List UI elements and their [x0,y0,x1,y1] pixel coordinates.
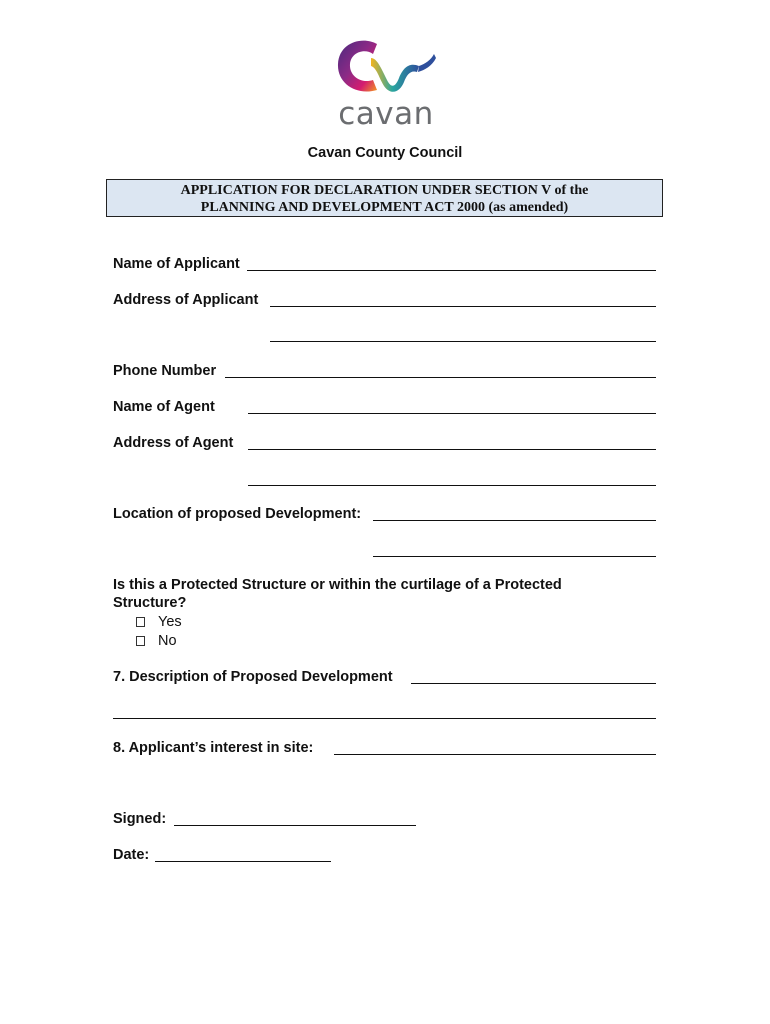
phone-number-label: Phone Number [113,363,217,379]
date-label: Date: [113,847,150,863]
location-line-1[interactable] [373,520,656,521]
description-line-2[interactable] [113,718,656,719]
no-label: No [158,633,177,649]
logo-v-tail [418,54,436,72]
name-of-applicant-label: Name of Applicant [113,256,240,272]
address-of-agent-line-2[interactable] [248,485,656,486]
address-of-agent-label: Address of Agent [113,435,234,451]
council-name: Cavan County Council [307,145,463,161]
name-of-agent-label: Name of Agent [113,399,215,415]
address-of-applicant-label: Address of Applicant [113,292,259,308]
phone-number-line[interactable] [225,377,656,378]
location-label: Location of proposed Development: [113,506,362,522]
logo-v-ribbon [371,58,419,92]
date-line[interactable] [155,861,331,862]
description-line-1[interactable] [411,683,656,684]
option-yes[interactable] [136,614,182,631]
form-title-box [106,179,663,217]
protected-structure-question-line1: Is this a Protected Structure or within the curtilage of a Protected [113,577,562,593]
name-of-agent-line[interactable] [248,413,656,414]
form-title-line2: PLANNING AND DEVELOPMENT ACT 2000 (as amended) [200,200,569,215]
signed-line[interactable] [174,825,416,826]
description-label: 7. Description of Proposed Development [113,669,393,685]
yes-checkbox[interactable] [136,617,145,627]
option-no[interactable] [136,633,177,650]
address-of-applicant-line-2[interactable] [270,341,656,342]
logo-c-shape [338,41,377,92]
logo-wordmark: cavan [338,96,434,132]
form-title-line1: APPLICATION FOR DECLARATION UNDER SECTION V of the [180,183,589,198]
cavan-logo-mark [333,38,439,98]
name-of-applicant-line[interactable] [247,270,656,271]
protected-structure-question-line2: Structure? [113,595,187,611]
no-checkbox[interactable] [136,636,145,646]
interest-line[interactable] [334,754,656,755]
address-of-agent-line-1[interactable] [248,449,656,450]
yes-label: Yes [158,614,182,630]
interest-label: 8. Applicant’s interest in site: [113,740,314,756]
address-of-applicant-line-1[interactable] [270,306,656,307]
cavan-logo [333,38,439,136]
signed-label: Signed: [113,811,167,827]
location-line-2[interactable] [373,556,656,557]
